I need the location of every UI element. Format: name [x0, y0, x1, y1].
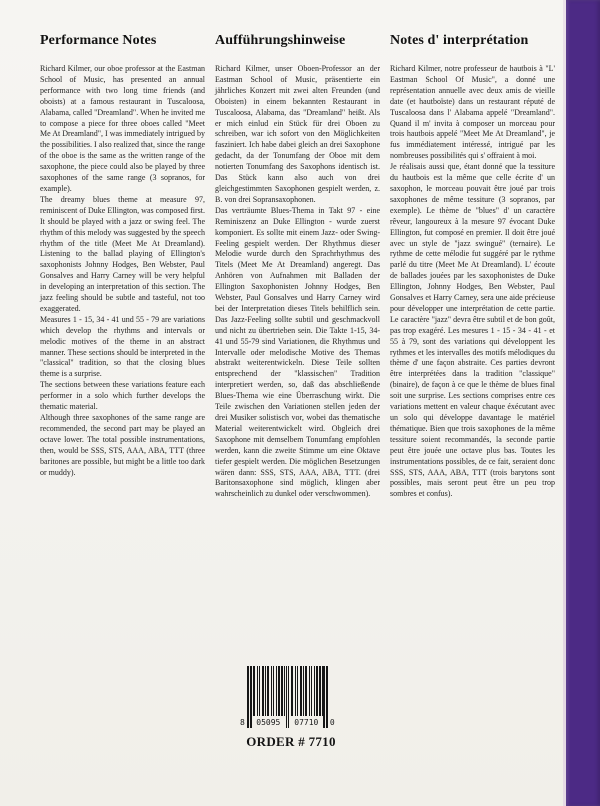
column-body-french: [390, 64, 555, 500]
column-performance-notes: [40, 33, 205, 500]
barcode-group1-digits: 05095: [256, 718, 281, 727]
order-number: ORDER # 7710: [246, 734, 336, 749]
column-title-german: Aufführungshinweise: [215, 33, 346, 48]
barcode: [240, 666, 342, 750]
accent-band: [566, 0, 600, 806]
column-title-english: Performance Notes: [40, 33, 157, 48]
column-body-english: [40, 64, 205, 478]
paragraph: Although three saxophones of the same range are recommended, the second part may be played an octave lower. The total possible instrumentations, then, would be SSS, STS, AAA, ABA, TTT (three baritones are possible, but might be a little too dark or muddy).: [40, 413, 205, 477]
column-notes-interpretation: [390, 33, 555, 500]
column-auffuehrungshinweise: [215, 33, 380, 500]
column-title-french: Notes d' interprétation: [390, 33, 529, 48]
barcode-bars: [247, 666, 328, 728]
paragraph: Richard Kilmer, unser Oboen-Professor an der Eastman School of Music, präsentierte ein jährliches Konzert mit zwei alten Freunden (und Oboisten) in einem bekannten Restaurant in Tuscaloosa, Alabama, das "Dreamland" heißt. Als er mich einlud ein Stück für drei Oboen zu schreiben, war ich sofort von den Möglichkeiten fasziniert. Ich habe dabei gleich an drei Saxophone gedacht, da der Tonumfang der Oboe mit dem notierten Tonumfang des Saxophons identisch ist. Das Stück kann also auch von drei gleichgestimmten Saxophonen gespielt werden, z. B. von drei Sopransaxophonen.: [215, 64, 380, 204]
paragraph: The dreamy blues theme at measure 97, reminiscent of Duke Ellington, was composed first. It should be played with a jazz or swing feel. The rhythm of this melody was suggested by the speech rhythm of the title (Meet Me At Dreamland). Listening to the ballad playing of Ellington's saxophonists Johnny Hodges, Ben Webster, Paul Gonsalves and Harry Carney will be very helpful in developing an interpretation of this section. The jazz feeling should be subtle and tasteful, not too exaggerated.: [40, 194, 205, 313]
barcode-left-digit: 8: [240, 718, 245, 727]
barcode-group2-digits: 07710: [294, 718, 319, 727]
paragraph: Measures 1 - 15, 34 - 41 und 55 - 79 are variations which develop the rhythms and intervals or melodic motives of the theme in an abstract manner. These sections should be interpreted in the "classical" tradition, so that the closing blues theme is a surprise.: [40, 314, 205, 379]
column-body-german: [215, 64, 380, 500]
paragraph: Das verträumte Blues-Thema in Takt 97 - eine Reminiszenz an Duke Ellington - wurde zuerst komponiert. Es sollte mit einem Jazz- oder Swing-Feeling gespielt werden. Der Rhythmus dieser Melodie wurde durch den Sprachrhythmus des Titels (Meet Me At Dreamland) angeregt. Das Anhören von Aufnahmen mit Balladen der Ellington Saxophonisten Johnny Hodges, Ben Webster, Paul Gonsalves und Harry Carney wird bei der Interpretation dieses Titels behilflich sein. Das Jazz-Feeling sollte subtil und geschmackvoll und nicht zu übertrieben sein. Die Takte 1-15, 34-41 und 55-79 sind Variationen, die Rhythmus und Intervalle oder melodische Motive des Themas abstrakt weiterentwickeln. Diese Teile sollten entsprechend der "klassischen" Tradition interpretiert werden, so, daß das abschließende Blues-Thema wie eine Überraschung wirkt. Die Teile zwischen den Variationen stellen jeden der drei Musiker solistisch vor, wobei das thematische Material weiterentwickelt wird. Obgleich drei Saxophone mit demselbem Tonumfang empfohlen werden, kann die zweite Stimme um eine Oktave tiefer gespielt werden. Die möglichen Besetzungen wären dann: SSS, STS, AAA, ABA, TTT. (drei Baritonsaxophone sind möglich, klingen aber wahrscheinlich zu dunkel oder verschwommen).: [215, 205, 380, 499]
barcode-right-digit: 0: [329, 718, 335, 727]
paragraph: Je réalisais aussi que, étant donné que la tessiture du hautbois est la même que celle écrite d' un saxophon, le morceau pouvait être joué par trois saxophones de même tessiture (3 sopranos, par exemple). Le thème de "blues" d' un caractère rêveur, langoureux à la mesure 97 évocant Duke Ellington, fut composé en premier. Il doit être joué avec un style de "jazz swingué" (ternaire). Le rythme de cette mélodie fut suggéré par le rythme parlé du titre (Meet Me At Dreamland). L' écoute de ballades jouées par les saxophonistes de Duke Ellington, Johnny Hodges, Ben Webster, Paul Gonsalves et Harry Carney, sera une aide précieuse pour développer une interprétation de cette partie. Le caractère "jazz" devra être subtil et de bon goût, pas trop exagéré. Les mesures 1 - 15 - 34 - 41 - et 55 à 79, sont des variations qui développent les rythmes et les intervalles des motifs mélodiques du thème d' une façon abstraite. Ces parties devront être interprétées dans la tradition "classique" (binaire), de façon à ce que le thème de blues final soit une surprise. Les sections comprises entre ces variations mettent en valeur chaque éxécutant avec un solo qui développe davantage le matériel thématique. Bien que trois saxophones de la même tessiture soient recommandés, la seconde partie peut être jouée une octave plus bas. Toutes les instrumentations possibles, de ce fait, seraient donc SSS, STS, AAA, ABA, TTT (trois barytons sont possibles, mais seront peut être un peu trop sombres et confus).: [390, 162, 555, 499]
paragraph: Richard Kilmer, notre professeur de hautbois à "L' Eastman School Of Music", a donné une représentation annuelle avec deux amis de vieille date (et hautboïste) dans un restaurant réputé de Tuscaloosa dans l' Alabama appelé "Dreamland". Quand il m' invita à composer un morceau pour trois hautbois appelé "Meet Me At Dreamland", je fus immédiatement intéressé, intrigué par les nombreuses possibilités qui s' offraient à moi.: [390, 64, 555, 161]
barcode-row: [240, 666, 342, 728]
paragraph: The sections between these variations feature each performer in a solo which further develops the thematic material.: [40, 380, 205, 412]
notes-columns: [40, 33, 555, 500]
paragraph: Richard Kilmer, our oboe professor at the Eastman School of Music, has presented an annual performance with two long time friends (and oboists) at a famous restaurant in Tuscaloosa, Alabama, called "Dreamland". When he invited me to compose a piece for three oboes called "Meet Me At Dreamland", I was immediately intrigued by the possibilities. I also realized that, since the range of the oboe is the same as the written range of the saxophone, the piece could also be played by three saxophones of the same range (3 sopranos, for example).: [40, 64, 206, 193]
